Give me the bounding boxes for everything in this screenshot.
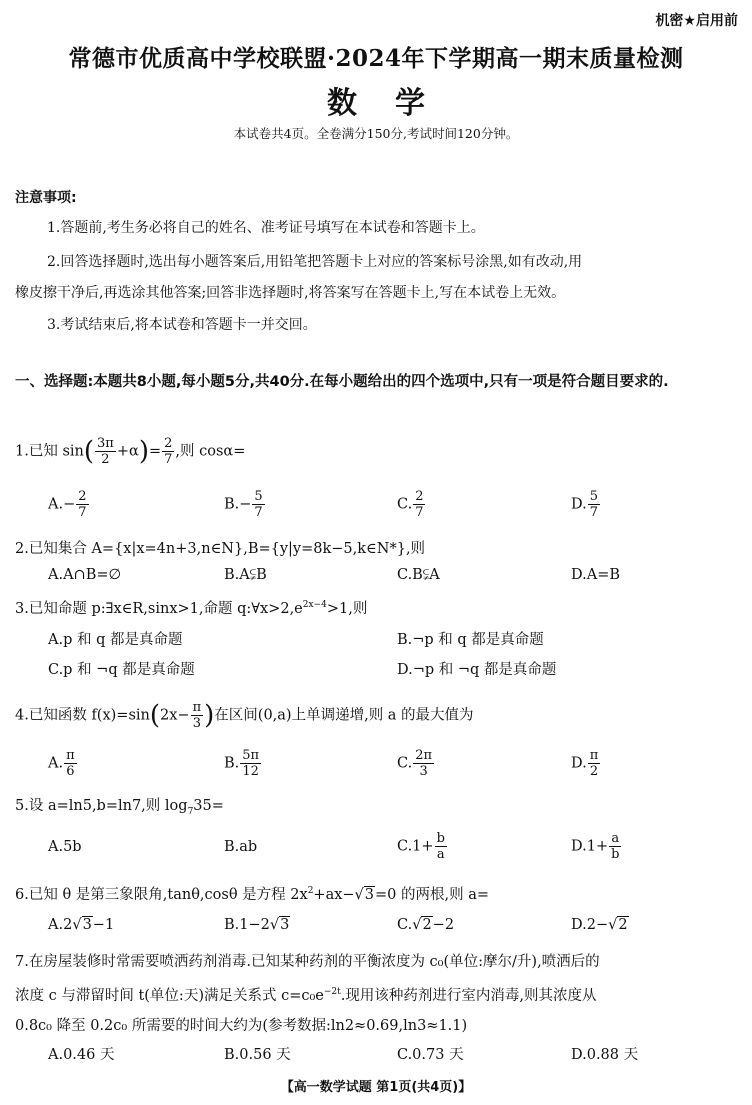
question-4: 4.已知函数 f(x)=sin(2x− $\frac{\pi}{3}$ )在区间(0,a)上单调递增,则 a 的最大值为	[15, 700, 474, 731]
question-3: 3.已知命题 p:∃x∈R,sinx>1,命题 $q:\forall x>2,e^{2x-4}>1$,则	[15, 600, 368, 617]
q2-option-c: C.B⫋A	[397, 567, 440, 583]
q2-option-a: A.A∩B=∅	[48, 567, 122, 583]
q4-option-b: B. $\frac{5\pi}{12}$	[224, 748, 260, 779]
question-1: 1.已知 sin( $\frac{3\pi}{2}$ +α)= $\frac{2}{7}$ ,则 cosα=	[15, 436, 246, 467]
question-7-line-1: 7.在房屋装修时常需要喷洒药剂消毒.已知某种药剂的平衡浓度为 c₀(单位:摩尔/升),喷洒后的	[15, 954, 600, 970]
q3-option-d: D.¬p 和 ¬q 都是真命题	[397, 662, 557, 678]
notice-item-2: 2.回答选择题时,选出每小题答案后,用铅笔把答题卡上对应的答案标号涂黑,如有改动,用	[47, 254, 583, 270]
q7-option-d: D.0.88 天	[571, 1047, 639, 1063]
q6-option-a: A.2√3−1	[48, 917, 115, 933]
subject-title: 数学	[327, 86, 463, 121]
section-1-title: 一、选择题:本题共8小题,每小题5分,共40分.在每小题给出的四个选项中,只有一项是符合题目要求的.	[15, 374, 669, 390]
q7-option-c: C.0.73 天	[397, 1047, 464, 1063]
q7-option-b: B.0.56 天	[224, 1047, 291, 1063]
q5-option-d: D.1+ $\frac{a}{b}$	[571, 831, 620, 862]
q3-option-b: B.¬p 和 q 都是真命题	[397, 632, 544, 648]
q1-option-d: D. $\frac{5}{7}$	[571, 489, 598, 520]
notice-title: 注意事项:	[15, 190, 77, 206]
q5-option-c: C.1+ $\frac{b}{a}$	[397, 831, 445, 862]
q6-option-b: B.1−2√3	[224, 917, 290, 933]
notice-item-1: 1.答题前,考生务必将自己的姓名、准考证号填写在本试卷和答题卡上。	[47, 220, 485, 236]
question-7-line-2: 浓度 c 与滞留时间 t(单位:天)满足关系式 $c=c_0e^{-2t}$.现用该种药剂进行室内消毒,则其浓度从	[15, 987, 597, 1004]
question-7-line-3: 0.8c₀ 降至 0.2c₀ 所需要的时间大约为(参考数据:ln2≈0.69,ln3≈1.1)	[15, 1018, 468, 1034]
q6-option-d: D.2−√2	[571, 917, 628, 933]
q3-option-a: A.p 和 q 都是真命题	[48, 632, 183, 648]
page-footer: 【高一数学试题 第1页(共4页)】	[280, 1080, 472, 1095]
q1-option-b: B.− $\frac{5}{7}$	[224, 489, 263, 520]
q4-option-d: D. $\frac{\pi}{2}$	[571, 748, 599, 779]
q3-option-c: C.p 和 ¬q 都是真命题	[48, 662, 195, 678]
notice-item-3: 3.考试结束后,将本试卷和答题卡一并交回。	[47, 317, 317, 333]
exam-info: 本试卷共4页。全卷满分150分,考试时间120分钟。	[233, 126, 519, 141]
q6-option-c: C.√2−2	[397, 917, 455, 933]
q5-option-a: A.5b	[48, 839, 82, 855]
question-2: 2.已知集合 A={x|x=4n+3,n∈N},B={y|y=8k−5,k∈N*},则	[15, 541, 426, 557]
exam-title: 常德市优质高中学校联盟·2024年下学期高一期末质量检测	[68, 45, 684, 72]
q1-option-c: C. $\frac{2}{7}$	[397, 489, 424, 520]
confidential-label: 机密★启用前	[655, 13, 738, 29]
notice-item-2-cont: 橡皮擦干净后,再选涂其他答案;回答非选择题时,将答案写在答题卡上,写在本试卷上无效。	[15, 285, 566, 301]
q5-option-b: B.ab	[224, 839, 258, 855]
question-6: 6.已知 θ 是第三象限角,tanθ,cosθ 是方程 $2x^2+ax-√3=0$ 的两根,则 a=	[15, 886, 490, 903]
q4-option-c: C. $\frac{2\pi}{3}$	[397, 748, 433, 779]
q7-option-a: A.0.46 天	[48, 1047, 115, 1063]
q4-option-a: A. $\frac{\pi}{6}$	[48, 748, 75, 779]
question-5: 5.设 a=ln5,b=ln7,则 $\log_735=$	[15, 798, 224, 817]
q1-option-a: A.− $\frac{2}{7}$	[48, 489, 87, 520]
q2-option-d: D.A=B	[571, 567, 620, 583]
q2-option-b: B.A⫋B	[224, 567, 267, 583]
